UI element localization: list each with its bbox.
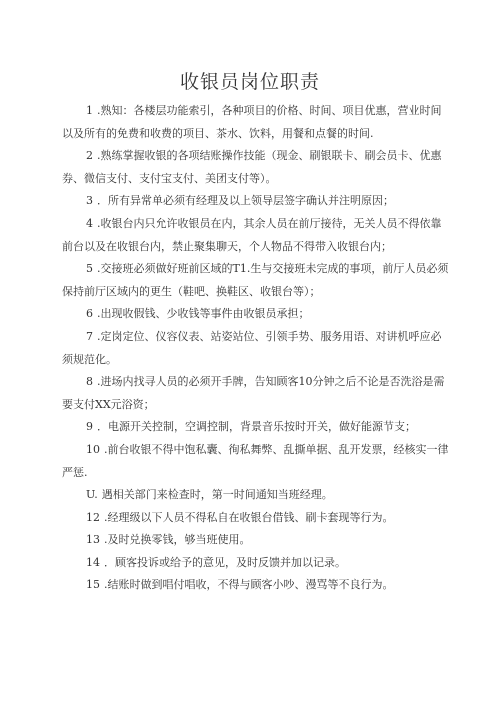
duty-item-1 bbox=[62, 100, 450, 145]
item-text: .交接班必须做好班前区域的T1.生与交接班未完成的事项，前厅人员必须保持前厅区域内的更生（鞋吧、换鞋区、收银台等）； bbox=[62, 262, 449, 298]
duty-item-10 bbox=[62, 439, 450, 484]
item-text: .收银台内只允许收银员在内，其余人员在前厅接待，无关人员不得依靠前台以及在收银台内，禁止聚集聊天，个人物品不得带入收银台内； bbox=[62, 216, 442, 253]
item-number: 12 bbox=[86, 510, 100, 524]
duty-item-8 bbox=[62, 371, 450, 416]
page-title: 收银员岗位职责 bbox=[179, 71, 320, 93]
duty-item-5 bbox=[62, 258, 450, 303]
item-text: .及时兑换零钱，够当班使用。 bbox=[104, 533, 251, 547]
duty-item-13 bbox=[62, 529, 450, 552]
item-number: 10 bbox=[86, 442, 100, 456]
duty-list bbox=[62, 100, 450, 597]
duty-item-9 bbox=[62, 416, 450, 439]
duty-item-2 bbox=[62, 145, 450, 190]
item-number: 7 bbox=[86, 329, 93, 343]
item-text: .前台收银不得中饱私囊、徇私舞弊、乱撕单据、乱开发票，经核实一律严惩. bbox=[62, 442, 449, 479]
item-number: 2 bbox=[86, 149, 93, 163]
item-number: 6 bbox=[86, 307, 93, 321]
item-number: 4 bbox=[86, 216, 93, 230]
duty-item-11 bbox=[62, 484, 450, 507]
item-text: 遇相关部门来检查时，第一时间通知当班经理。 bbox=[101, 488, 333, 502]
item-number: 15 bbox=[86, 578, 100, 592]
item-number: 5 bbox=[86, 262, 93, 276]
item-number: U. bbox=[86, 488, 98, 502]
duty-item-7 bbox=[62, 326, 450, 371]
item-text: .熟练掌握收银的各项结账操作技能（现金、刷银联卡、刷会员卡、优惠券、微信支付、支付宝支付、美团支付等）。 bbox=[62, 149, 442, 185]
duty-item-6 bbox=[62, 303, 450, 326]
item-number: 14 bbox=[86, 555, 100, 569]
duty-item-12 bbox=[62, 507, 450, 530]
item-text: .定岗定位、仪容仪表、站姿站位、引领手势、服务用语、对讲机呼应必须规范化。 bbox=[62, 329, 442, 366]
item-text: ．电源开关控制，空调控制，背景音乐按时开关，做好能源节支； bbox=[97, 420, 416, 434]
item-number: 1 bbox=[86, 104, 93, 117]
item-text: .进场内找寻人员的必须开手牌，告知顾客10分钟之后不论是否洗浴是需要支付XX元浴资； bbox=[62, 375, 445, 411]
duty-item-14 bbox=[62, 552, 450, 575]
item-text: .出现收假钱、少收钱等事件由收银员承担； bbox=[97, 307, 310, 321]
item-number: 3 bbox=[86, 194, 93, 208]
item-number: 13 bbox=[86, 533, 100, 547]
item-text: .结账时做到唱付唱收，不得与顾客小吵、漫骂等不良行为。 bbox=[104, 578, 394, 592]
item-text: .经理级以下人员不得私自在收银台借钱、刷卡套现等行为。 bbox=[104, 510, 394, 524]
duty-item-3 bbox=[62, 190, 450, 213]
item-text: ．所有异常单必须有经理及以上领导层签字确认并注明原因； bbox=[97, 194, 394, 208]
item-text: .熟知：各楼层功能索引，各种项目的价格、时间、项目优惠，营业时间以及所有的免费和收费的项目、茶水、饮料，用餐和点餐的时间. bbox=[62, 104, 442, 140]
item-number: 8 bbox=[86, 375, 93, 389]
item-number: 9 bbox=[86, 420, 93, 434]
duty-item-15 bbox=[62, 574, 450, 597]
duty-item-4 bbox=[62, 213, 450, 258]
item-text: ．顾客投诉或给予的意见，及时反馈并加以记录。 bbox=[104, 555, 346, 569]
